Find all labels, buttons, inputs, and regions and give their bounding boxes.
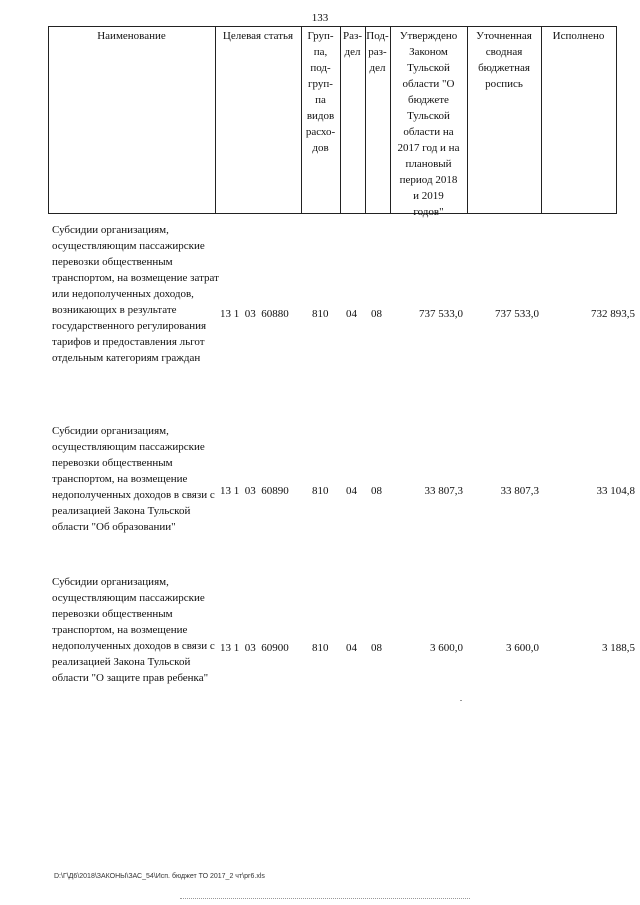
row-subsection: 08 <box>371 485 382 497</box>
row-refined: 33 807,3 <box>500 485 539 497</box>
row-executed: 732 893,5 <box>591 308 635 320</box>
col-divider <box>215 26 216 214</box>
row-section: 04 <box>346 642 357 654</box>
row-subsection: 08 <box>371 642 382 654</box>
row-approved: 737 533,0 <box>419 308 463 320</box>
col-divider <box>616 26 617 214</box>
col-divider <box>541 26 542 214</box>
header-section: Раз- дел <box>342 30 362 58</box>
row-name: Субсидии организациям, осуществляющим пассажирские перевозки общественным транспортом, на возмещение затрат или недополученных доходов, возникающих в результате государственного регулирования тарифов и предоставления льгот отдельным категориям граждан <box>52 224 219 364</box>
row-group: 810 <box>312 642 329 654</box>
bottom-dotted-line <box>180 898 470 900</box>
row-section: 04 <box>346 308 357 320</box>
row-target: 13 1 03 60890 <box>220 485 289 497</box>
row-refined: 3 600,0 <box>506 642 539 654</box>
scan-speck <box>460 700 462 701</box>
row-approved: 33 807,3 <box>424 485 463 497</box>
row-target: 13 1 03 60880 <box>220 308 289 320</box>
header-target: Целевая статья <box>222 30 294 42</box>
header-bottom-border <box>48 213 616 214</box>
header-top-border <box>48 26 616 27</box>
row-target: 13 1 03 60900 <box>220 642 289 654</box>
header-group: Груп- па, под- груп- па видов расхо- дов <box>305 30 336 154</box>
row-name: Субсидии организациям, осуществляющим пассажирские перевозки общественным транспортом, на возмещение недополученных доходов в связи с реализацией Закона Тульской области "О защите прав ребенка" <box>52 576 215 684</box>
header-subsection: Под- раз- дел <box>366 30 389 74</box>
col-divider <box>48 26 49 214</box>
row-executed: 33 104,8 <box>596 485 635 497</box>
row-section: 04 <box>346 485 357 497</box>
file-path-footer: D:\Г\Д6\2018\ЗАКОНЫ\ЗАС_54\Исп. бюджет ТО 2017_2 чт\рг6.xls <box>54 873 265 880</box>
row-name: Субсидии организациям, осуществляющим пассажирские перевозки общественным транспортом, на возмещение недополученных доходов в связи с реализацией Закона Тульской области "Об образовании" <box>52 425 215 533</box>
header-name: Наименование <box>97 30 166 42</box>
header-executed: Исполнено <box>552 30 605 42</box>
row-executed: 3 188,5 <box>602 642 635 654</box>
row-refined: 737 533,0 <box>495 308 539 320</box>
row-group: 810 <box>312 485 329 497</box>
header-approved: Утверждено Законом Тульской области "О бюджете Тульской области на 2017 год и на плановый период 2018 и 2019 годов" <box>397 30 460 218</box>
page-number: 133 <box>311 12 329 24</box>
row-subsection: 08 <box>371 308 382 320</box>
row-approved: 3 600,0 <box>430 642 463 654</box>
header-refined: Уточненная сводная бюджетная роспись <box>476 30 532 90</box>
row-group: 810 <box>312 308 329 320</box>
